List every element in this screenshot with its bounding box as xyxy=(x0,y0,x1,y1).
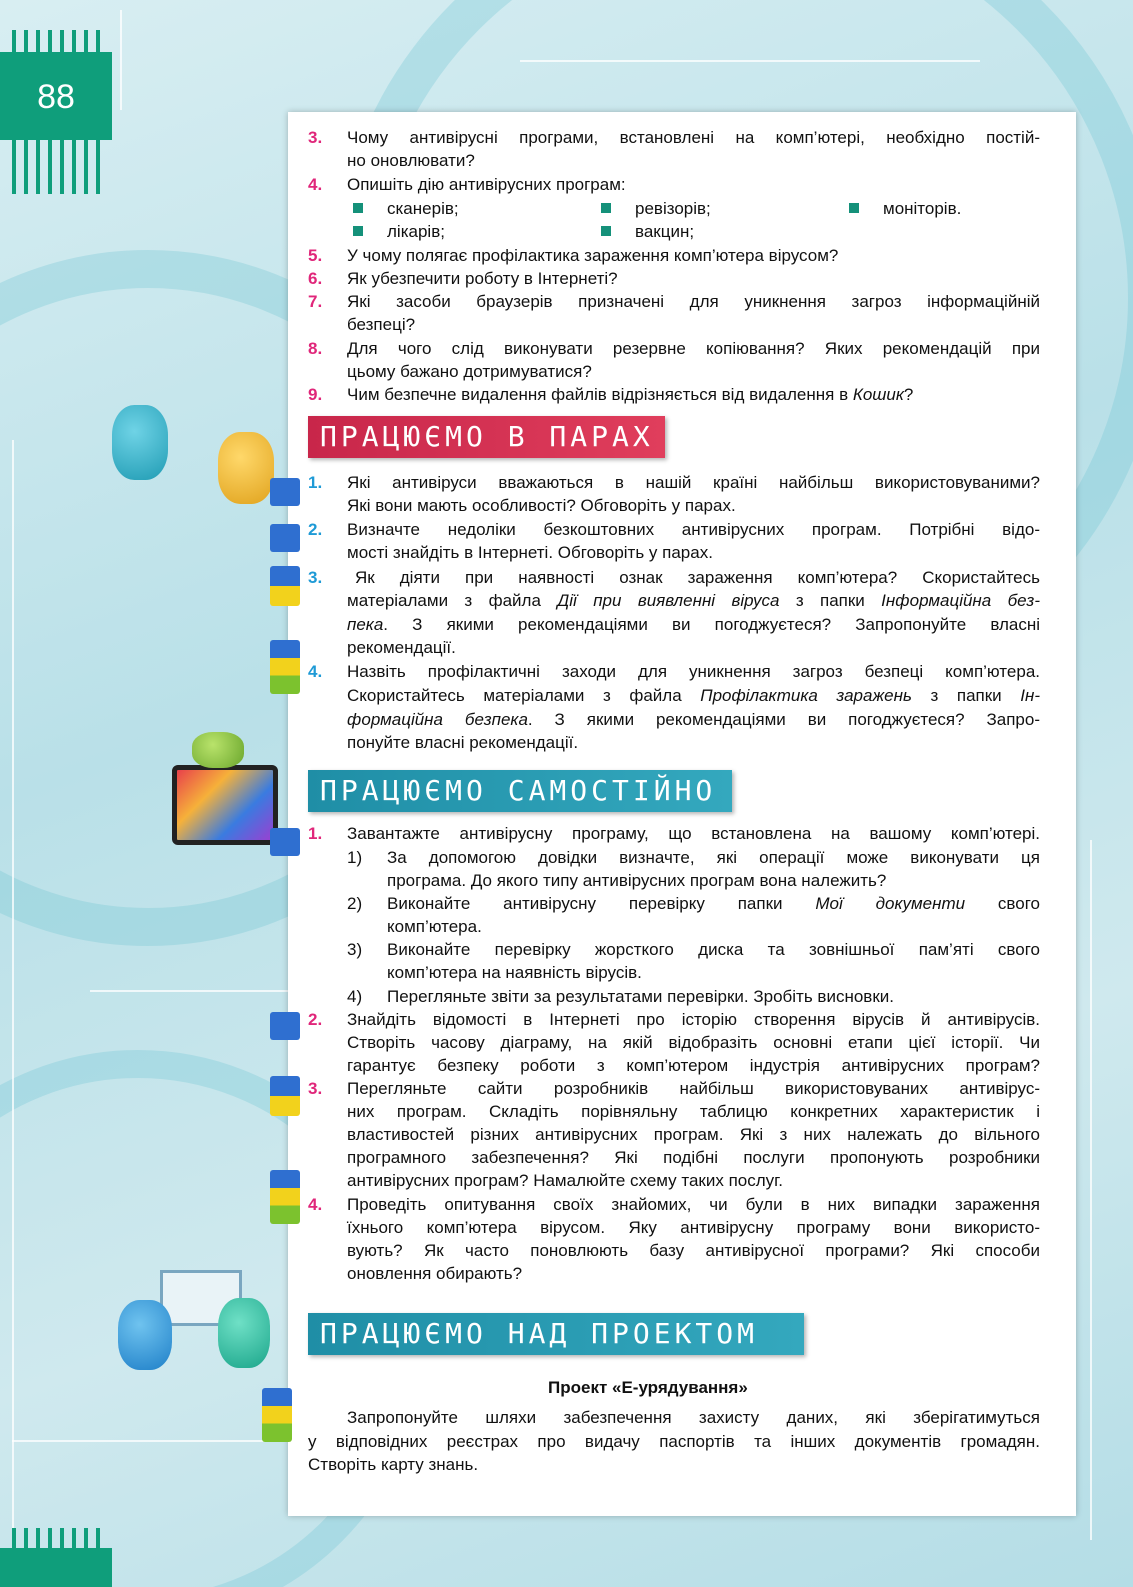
task-text: Завантажте антивірусну програму, що встановлена на вашому комп’ютері. xyxy=(347,824,1040,843)
robot-blue-illustration xyxy=(112,405,168,480)
project-text: у відповідних реєстрах про видачу паспортів та інших документів громадян. xyxy=(308,1432,1040,1451)
task-text: Знайдіть відомості в Інтернеті про історію створення вірусів й антивірусів. xyxy=(347,1010,1040,1029)
subtask-text: Перегляньте звіти за результатами перевірки. Зробіть висновки. xyxy=(387,987,894,1006)
bullet-item: ревізорів; xyxy=(635,199,711,218)
task-text: Створіть часову діаграму, на якій відобразіть основні етапи цієї історії. Чи xyxy=(347,1033,1040,1052)
bullet-item: лікарів; xyxy=(387,222,445,241)
question-number: 3. xyxy=(308,128,323,147)
task-text: рекомендації. xyxy=(347,638,456,657)
task-text: формаційна безпека. З якими рекомендаціями ви погоджуєтеся? Запро- xyxy=(347,710,1040,729)
task-text: мості знайдіть в Інтернеті. Обговоріть у парах. xyxy=(347,543,713,562)
section-banner-project: ПРАЦЮЄМО НАД ПРОЕКТОМ xyxy=(308,1313,804,1355)
robot-green-illustration xyxy=(192,732,244,768)
lego-blue-yellow-green-icon xyxy=(270,640,300,694)
lego-blue-icon xyxy=(270,524,300,552)
task-text: пека. З якими рекомендаціями ви погоджуєтеся? Запропонуйте власні xyxy=(347,615,1040,634)
task-text: Визначте недоліки безкоштовних антивірусних програм. Потрібні відо- xyxy=(347,520,1040,539)
bullet-icon xyxy=(601,203,611,213)
question-text: Чому антивірусні програми, встановлені на комп’ютері, необхідно постій- xyxy=(347,128,1040,147)
subtask-number: 2) xyxy=(347,894,363,913)
task-number: 2. xyxy=(308,1010,323,1029)
lego-blue-yellow-green-icon xyxy=(270,1170,300,1224)
task-text: антивірусних програм? Намалюйте схему таких послуг. xyxy=(347,1171,784,1190)
task-text: властивостей різних антивірусних програм. Які з них належать до вільного xyxy=(347,1125,1040,1144)
lego-blue-yellow-icon xyxy=(270,566,300,606)
question-text: Які засоби браузерів призначені для уникнення загроз інформаційній xyxy=(347,292,1040,311)
bullet-icon xyxy=(353,203,363,213)
question-text: У чому полягає профілактика зараження комп’ютера вірусом? xyxy=(347,246,839,265)
question-text: но оновлювати? xyxy=(347,151,475,170)
task-text: Скористайтесь матеріалами з файла Профілактика заражень з папки Ін- xyxy=(347,686,1041,705)
bullet-icon xyxy=(849,203,859,213)
robot-blue-2-illustration xyxy=(118,1300,172,1370)
bullet-item: моніторів. xyxy=(883,199,962,218)
subtask-number: 4) xyxy=(347,987,363,1006)
section-banner-solo: ПРАЦЮЄМО САМОСТІЙНО xyxy=(308,770,732,812)
bullet-icon xyxy=(353,226,363,236)
task-number: 3. xyxy=(308,568,323,587)
task-text: Назвіть профілактичні заходи для уникнення загроз безпеці комп’ютера. xyxy=(347,662,1040,681)
robot-yellow-illustration xyxy=(218,432,274,504)
lego-blue-icon xyxy=(270,1012,300,1040)
task-number: 2. xyxy=(308,520,323,539)
task-text: Як діяти при наявності ознак зараження комп’ютера? Скористайтесь xyxy=(355,568,1040,587)
bullet-item: вакцин; xyxy=(635,222,695,241)
task-text: оновлення обирають? xyxy=(347,1264,523,1283)
subtask-text: Виконайте антивірусну перевірку папки Мої документи свого xyxy=(387,894,1040,913)
task-text: Перегляньте сайти розробників найбільш використовуваних антивірус- xyxy=(347,1079,1040,1098)
task-number: 1. xyxy=(308,473,323,492)
robot-teal-illustration xyxy=(218,1298,270,1368)
subtask-number: 3) xyxy=(347,940,363,959)
question-number: 9. xyxy=(308,385,323,404)
question-text: Опишіть дію антивірусних програм: xyxy=(347,175,626,194)
bullet-item: сканерів; xyxy=(387,199,459,218)
page-number: 88 xyxy=(37,78,75,116)
task-text: понуйте власні рекомендації. xyxy=(347,733,579,752)
subtask-text: Виконайте перевірку жорсткого диска та зовнішньої пам’яті свого xyxy=(387,940,1040,959)
question-number: 4. xyxy=(308,175,323,194)
lego-blue-icon xyxy=(270,828,300,856)
question-text: безпеці? xyxy=(347,315,416,334)
question-text: Чим безпечне видалення файлів відрізняється від видалення в Кошик? xyxy=(347,385,914,404)
project-heading: Проект «Е-урядування» xyxy=(548,1378,748,1397)
question-text: Для чого слід виконувати резервне копіювання? Яких рекомендацій при xyxy=(347,339,1040,358)
task-text: Які антивіруси вважаються в нашій країні найбільш використовуваними? xyxy=(347,473,1040,492)
task-text: Які вони мають особливості? Обговоріть у парах. xyxy=(347,496,736,515)
task-text: програмного забезпечення? Які подібні послуги пропонують розробники xyxy=(347,1148,1040,1167)
subtask-number: 1) xyxy=(347,848,363,867)
subtask-text: комп’ютера на наявність вірусів. xyxy=(387,963,642,982)
tablet-robot-illustration xyxy=(172,765,278,845)
question-text: Як убезпечити роботу в Інтернеті? xyxy=(347,269,618,288)
task-number: 1. xyxy=(308,824,323,843)
section-banner-pairs: ПРАЦЮЄМО В ПАРАХ xyxy=(308,416,665,458)
subtask-text: програма. До якого типу антивірусних програм вона належить? xyxy=(387,871,887,890)
task-number: 4. xyxy=(308,662,323,681)
task-number: 4. xyxy=(308,1195,323,1214)
task-text: їхнього комп’ютера вірусом. Яку антивірусну програму вони використо- xyxy=(347,1218,1040,1237)
question-number: 5. xyxy=(308,246,323,265)
project-text: Створіть карту знань. xyxy=(308,1455,479,1474)
project-text: Запропонуйте шляхи забезпечення захисту даних, які зберігатимуться xyxy=(347,1408,1040,1427)
task-number: 3. xyxy=(308,1079,323,1098)
lego-blue-yellow-green-icon xyxy=(262,1388,292,1442)
task-text: Проведіть опитування своїх знайомих, чи були в них випадки зараження xyxy=(347,1195,1040,1214)
question-text: цьому бажано дотримуватися? xyxy=(347,362,592,381)
lego-blue-yellow-icon xyxy=(270,1076,300,1116)
task-text: матеріалами з файла Дії при виявленні віруса з папки Інформаційна без- xyxy=(347,591,1040,610)
task-text: вують? Як часто поновлюють базу антивірусної програми? Які способи xyxy=(347,1241,1040,1260)
question-number: 7. xyxy=(308,292,323,311)
subtask-text: комп’ютера. xyxy=(387,917,482,936)
question-number: 8. xyxy=(308,339,323,358)
task-text: них програм. Складіть порівняльну таблицю конкретних характеристик і xyxy=(347,1102,1040,1121)
question-number: 6. xyxy=(308,269,323,288)
bullet-icon xyxy=(601,226,611,236)
subtask-text: За допомогою довідки визначте, які операції може виконувати ця xyxy=(387,848,1040,867)
lego-blue-icon xyxy=(270,478,300,506)
task-text: гарантує безпеку роботи з комп’ютером індустрія антивірусних програм? xyxy=(347,1056,1040,1075)
